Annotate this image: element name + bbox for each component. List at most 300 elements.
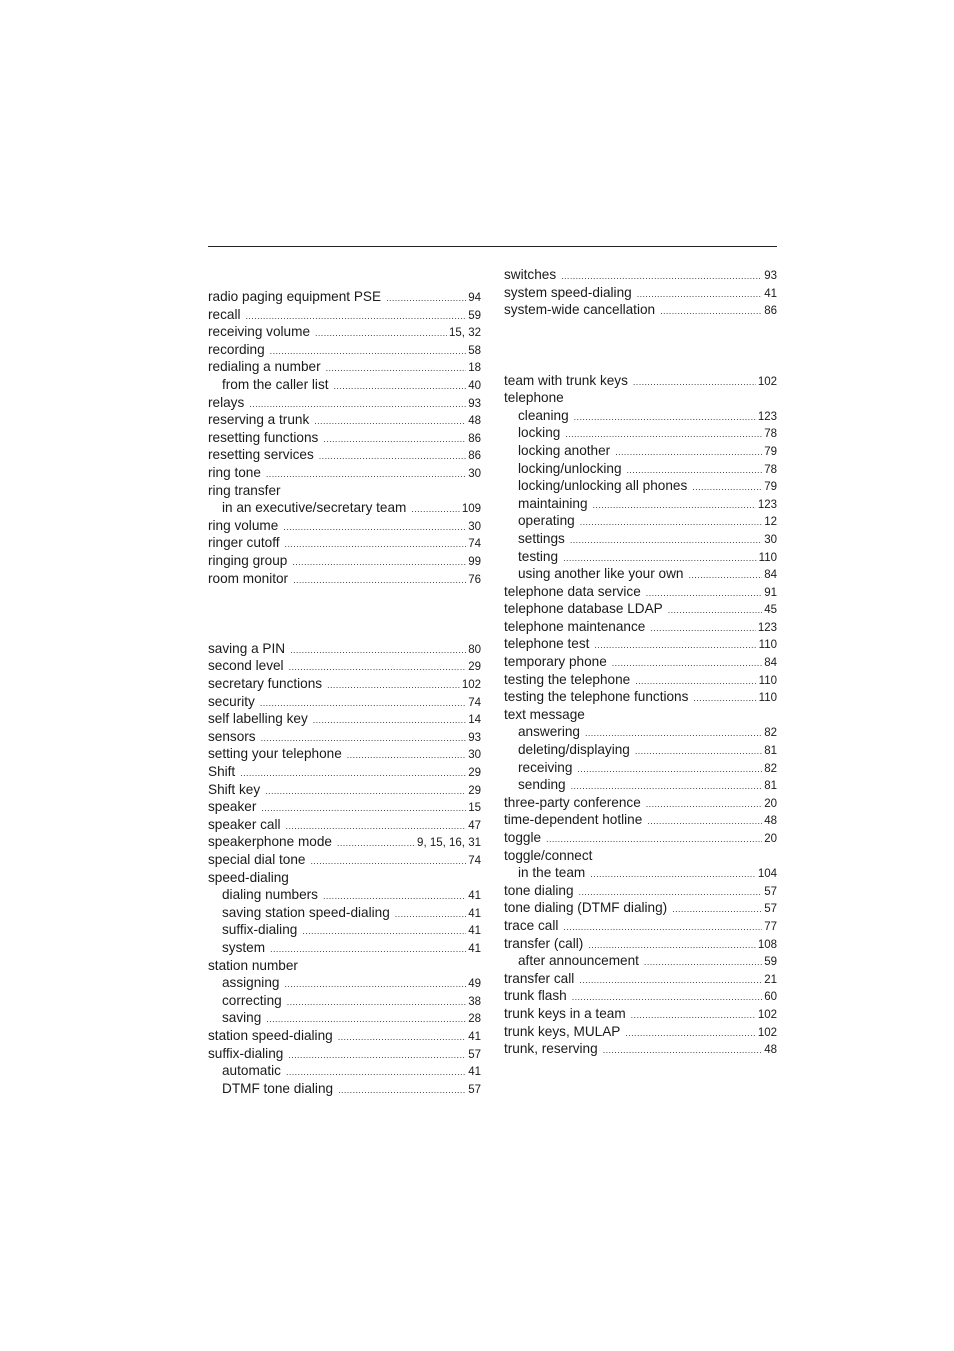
dot-leader: [625, 1025, 755, 1043]
index-subentry: [504, 864, 777, 882]
entry-term: three-party conference: [504, 794, 641, 810]
entry-term: cleaning: [518, 407, 569, 423]
index-entry: [208, 763, 481, 781]
entry-page-number: 110: [758, 639, 777, 652]
index-entry: [504, 899, 777, 917]
entry-page-number: 30: [764, 533, 777, 546]
dot-leader: [386, 290, 466, 308]
entry-page-number: 84: [764, 657, 777, 670]
entry-page-number: 86: [468, 432, 481, 445]
dot-leader: [347, 747, 466, 765]
entry-page-number: 77: [764, 920, 777, 933]
index-subentry: [208, 992, 481, 1010]
entry-page-number: 59: [764, 956, 777, 969]
entry-page-number: 57: [764, 903, 777, 916]
index-entry: [208, 534, 481, 552]
entry-page-number: 41: [468, 942, 481, 955]
dot-leader: [284, 976, 466, 994]
index-entry: [504, 653, 777, 671]
index-subentry: [504, 565, 777, 583]
index-entry: [504, 1005, 777, 1023]
entry-page-number: 110: [758, 551, 777, 564]
entry-term: trace call: [504, 917, 559, 933]
dot-leader: [292, 554, 466, 572]
index-subentry: [208, 1009, 481, 1027]
dot-leader: [326, 360, 467, 378]
entry-term: redialing a number: [208, 359, 321, 375]
entry-term: in the team: [518, 865, 586, 881]
dot-leader: [395, 906, 466, 924]
entry-term: locking: [518, 425, 561, 441]
dot-leader: [594, 637, 756, 655]
entry-page-number: 30: [468, 520, 481, 533]
entry-page-number: 57: [764, 885, 777, 898]
index-entry: [504, 635, 777, 653]
index-entry: [208, 341, 481, 359]
entry-page-number: 79: [764, 445, 777, 458]
entry-term: special dial tone: [208, 852, 306, 867]
entry-term: trunk, reserving: [504, 1041, 598, 1057]
entry-term: answering: [518, 724, 580, 740]
entry-page-number: 74: [468, 538, 481, 551]
index-entry: [208, 851, 481, 869]
entry-page-number: 41: [468, 925, 481, 938]
entry-term: receiving volume: [208, 324, 310, 340]
index-entry: [208, 957, 481, 975]
entry-page-number: 108: [757, 938, 777, 951]
dot-leader: [631, 1007, 756, 1025]
dot-leader: [650, 620, 755, 638]
entry-page-number: 41: [468, 1030, 481, 1043]
dot-leader: [612, 655, 762, 673]
entry-term: saving a PIN: [208, 640, 286, 656]
entry-term: ring transfer: [208, 482, 281, 498]
entry-term: toggle/connect: [504, 847, 593, 863]
index-entry: [208, 693, 481, 711]
dot-leader: [603, 1042, 763, 1060]
entry-page-number: 81: [764, 780, 777, 793]
index-entry: [504, 847, 777, 865]
entry-page-number: 28: [468, 1013, 481, 1026]
entry-page-number: 93: [468, 731, 481, 744]
dot-leader: [411, 501, 459, 519]
dot-leader: [315, 325, 447, 343]
entry-term: telephone data service: [504, 583, 641, 599]
index-subentry: [504, 495, 777, 513]
entry-term: locking another: [518, 442, 611, 458]
entry-page-number: 41: [764, 287, 777, 300]
index-entry: [504, 811, 777, 829]
entry-term: sending: [518, 777, 566, 793]
entry-term: transfer call: [504, 970, 575, 986]
dot-leader: [580, 514, 763, 532]
index-entry: [208, 570, 481, 588]
dot-leader: [570, 532, 762, 550]
entry-page-number: 57: [468, 1083, 481, 1096]
index-entry: [208, 869, 481, 887]
index-entry: [504, 970, 777, 988]
entry-term: team with trunk keys: [504, 372, 628, 388]
index-subentry: [504, 952, 777, 970]
section-gap: [504, 354, 777, 372]
index-subentry: [504, 442, 777, 460]
entry-page-number: 15: [468, 802, 481, 815]
entry-term: resetting functions: [208, 429, 319, 445]
index-entry: [208, 833, 481, 851]
entry-term: recording: [208, 341, 265, 357]
entry-term: trunk flash: [504, 988, 567, 1004]
entry-page-number: 78: [764, 428, 777, 441]
entry-term: telephone test: [504, 636, 590, 652]
entry-page-number: 94: [468, 292, 481, 304]
dot-leader: [313, 712, 466, 730]
entry-term: maintaining: [518, 495, 588, 511]
index-entry: [208, 657, 481, 675]
index-entry: [504, 882, 777, 900]
dot-leader: [265, 783, 466, 801]
entry-page-number: 86: [764, 305, 777, 318]
dot-leader: [574, 409, 756, 427]
entry-page-number: 59: [468, 309, 481, 322]
section-gap: [504, 319, 777, 337]
dot-leader: [590, 866, 756, 884]
index-entry: [504, 671, 777, 689]
entry-page-number: 14: [468, 714, 481, 727]
dot-leader: [615, 444, 762, 462]
dot-leader: [270, 941, 466, 959]
entry-page-number: 86: [468, 450, 481, 463]
dot-leader: [646, 796, 762, 814]
entry-term: receiving: [518, 759, 573, 775]
entry-page-number: 110: [758, 692, 777, 705]
entry-page-number: 84: [764, 569, 777, 582]
entry-page-number: 74: [468, 696, 481, 709]
index-entry: [208, 816, 481, 834]
index-subentry: [208, 904, 481, 922]
entry-page-number: 12: [764, 516, 777, 529]
entry-term: ringer cutoff: [208, 535, 280, 551]
dot-leader: [240, 765, 466, 783]
entry-term: testing: [518, 548, 559, 564]
entry-page-number: 41: [468, 890, 481, 903]
entry-term: speed-dialing: [208, 869, 289, 885]
entry-term: dialing numbers: [222, 887, 318, 903]
index-entry: [504, 1023, 777, 1041]
dot-leader: [287, 994, 467, 1012]
section-gap: [504, 336, 777, 354]
dot-leader: [635, 743, 762, 761]
entry-term: time-dependent hotline: [504, 812, 643, 828]
entry-page-number: 41: [468, 907, 481, 920]
dot-leader: [302, 923, 466, 941]
dot-leader: [293, 572, 466, 590]
entry-term: speakerphone mode: [208, 834, 332, 850]
entry-term: ring tone: [208, 464, 261, 480]
index-entry: [208, 1045, 481, 1063]
entry-page-number: 38: [468, 995, 481, 1008]
dot-leader: [311, 853, 467, 871]
index-entry: [208, 394, 481, 412]
entry-page-number: 47: [468, 819, 481, 832]
index-entry: [208, 640, 481, 658]
entry-page-number: 30: [468, 467, 481, 480]
entry-term: transfer (call): [504, 935, 584, 951]
index-subentry: [208, 921, 481, 939]
entry-term: trunk keys, MULAP: [504, 1023, 621, 1039]
index-subentry: [504, 776, 777, 794]
entry-page-number: 93: [468, 397, 481, 410]
index-subentry: [208, 1080, 481, 1098]
entry-term: system: [222, 939, 266, 955]
entry-term: DTMF tone dialing: [222, 1080, 334, 1096]
dot-leader: [288, 1047, 466, 1065]
entry-term: deleting/displaying: [518, 742, 630, 758]
entry-page-number: 48: [468, 415, 481, 428]
dot-leader: [593, 497, 756, 515]
dot-leader: [692, 479, 762, 497]
dot-leader: [261, 800, 466, 818]
index-entry: [208, 745, 481, 763]
entry-term: self labelling key: [208, 711, 308, 727]
index-subentry: [504, 407, 777, 425]
dot-leader: [689, 567, 763, 585]
entry-term: settings: [518, 530, 565, 546]
index-entry: [504, 1040, 777, 1058]
dot-leader: [693, 690, 756, 708]
index-subentry: [208, 376, 481, 394]
entry-term: suffix-dialing: [208, 1045, 284, 1061]
index-entry: [504, 935, 777, 953]
index-entry: [208, 411, 481, 429]
entry-term: telephone: [504, 390, 564, 406]
index-subentry: [208, 1062, 481, 1080]
index-entry: [208, 482, 481, 500]
dot-leader: [577, 761, 762, 779]
entry-term: room monitor: [208, 570, 289, 586]
index-entry: [208, 323, 481, 341]
dot-leader: [285, 536, 467, 554]
entry-page-number: 82: [764, 727, 777, 740]
entry-term: secretary functions: [208, 676, 323, 692]
entry-page-number: 49: [468, 978, 481, 991]
index-subentry: [208, 974, 481, 992]
index-entry: [208, 1027, 481, 1045]
section-gap: [208, 587, 481, 605]
dot-leader: [660, 303, 762, 321]
dot-leader: [266, 466, 466, 484]
entry-page-number: 102: [461, 679, 481, 692]
entry-term: operating: [518, 513, 575, 529]
entry-page-number: 123: [757, 410, 777, 423]
dot-leader: [563, 919, 762, 937]
dot-leader: [283, 519, 466, 537]
dot-leader: [319, 448, 466, 466]
entry-page-number: 109: [461, 503, 481, 516]
entry-term: resetting services: [208, 447, 314, 463]
entry-page-number: 48: [764, 1044, 777, 1057]
index-entry: [208, 798, 481, 816]
entry-term: speaker call: [208, 816, 281, 832]
index-entry: [208, 728, 481, 746]
dot-leader: [646, 585, 762, 603]
entry-page-number: 123: [757, 498, 777, 511]
entry-term: second level: [208, 658, 284, 674]
index-entry: [504, 266, 777, 284]
index-entry: [504, 372, 777, 390]
entry-page-number: 57: [468, 1048, 481, 1061]
entry-term: station number: [208, 957, 298, 973]
index-column-right: [504, 266, 777, 1058]
entry-term: reserving a trunk: [208, 412, 310, 428]
entry-term: testing the telephone functions: [504, 689, 689, 705]
dot-leader: [334, 378, 467, 396]
dot-leader: [290, 642, 466, 660]
dot-leader: [337, 835, 415, 853]
entry-page-number: 79: [764, 481, 777, 494]
entry-term: saving station speed-dialing: [222, 904, 390, 920]
index-entry: [208, 781, 481, 799]
dot-leader: [338, 1082, 466, 1100]
index-entry: [208, 288, 481, 306]
entry-page-number: 29: [468, 661, 481, 674]
entry-page-number: 18: [468, 362, 481, 375]
index-subentry: [208, 499, 481, 517]
entry-page-number: 9, 15, 16, 31: [417, 837, 481, 850]
entry-page-number: 81: [764, 745, 777, 758]
index-subentry: [504, 548, 777, 566]
entry-term: station speed-dialing: [208, 1027, 333, 1043]
index-entry: [504, 583, 777, 601]
entry-term: suffix-dialing: [222, 922, 298, 938]
entry-term: saving: [222, 1010, 262, 1026]
header-rule: [208, 246, 777, 247]
entry-term: security: [208, 693, 255, 709]
entry-term: assigning: [222, 975, 280, 991]
entry-page-number: 15, 32: [449, 327, 481, 340]
index-entry: [504, 706, 777, 724]
entry-page-number: 102: [757, 1026, 777, 1039]
entry-term: Shift key: [208, 781, 261, 797]
index-entry: [504, 987, 777, 1005]
entry-page-number: 76: [468, 573, 481, 586]
index-entry: [504, 618, 777, 636]
entry-term: telephone database LDAP: [504, 601, 663, 617]
entry-page-number: 40: [468, 379, 481, 392]
entry-term: locking/unlocking: [518, 460, 622, 476]
index-entry: [504, 794, 777, 812]
index-entry: [504, 917, 777, 935]
entry-term: setting your telephone: [208, 746, 342, 762]
entry-page-number: 60: [764, 991, 777, 1004]
index-entry: [208, 429, 481, 447]
index-entry: [208, 675, 481, 693]
entry-page-number: 20: [764, 833, 777, 845]
entry-page-number: 20: [764, 797, 777, 810]
entry-page-number: 110: [758, 674, 777, 687]
index-entry: [208, 446, 481, 464]
entry-page-number: 30: [468, 749, 481, 762]
index-subentry: [504, 741, 777, 759]
entry-page-number: 123: [757, 621, 777, 634]
entry-term: using another like your own: [518, 566, 684, 582]
index-entry: [208, 552, 481, 570]
index-subentry: [504, 759, 777, 777]
entry-page-number: 80: [468, 643, 481, 656]
entry-term: system-wide cancellation: [504, 302, 656, 318]
entry-page-number: 102: [757, 375, 777, 388]
entry-term: tone dialing (DTMF dialing): [504, 900, 668, 916]
entry-page-number: 41: [468, 1066, 481, 1079]
entry-term: relays: [208, 394, 245, 410]
index-entry: [504, 829, 777, 847]
entry-page-number: 99: [468, 555, 481, 568]
index-subentry: [208, 939, 481, 957]
index-subentry: [504, 512, 777, 530]
section-gap: [208, 622, 481, 640]
dot-leader: [327, 677, 460, 695]
index-entry: [504, 688, 777, 706]
section-gap: [208, 605, 481, 623]
dot-leader: [644, 954, 762, 972]
index-subentry: [504, 424, 777, 442]
entry-term: correcting: [222, 992, 282, 1008]
index-entry: [504, 600, 777, 618]
entry-page-number: 21: [764, 973, 777, 986]
entry-page-number: 91: [764, 586, 777, 599]
entry-term: after announcement: [518, 953, 639, 969]
dot-leader: [579, 972, 762, 990]
entry-term: system speed-dialing: [504, 284, 632, 300]
entry-term: telephone maintenance: [504, 618, 646, 634]
entry-page-number: 78: [764, 463, 777, 476]
entry-term: in an executive/secretary team: [222, 500, 407, 516]
entry-term: from the caller list: [222, 376, 329, 392]
entry-term: trunk keys in a team: [504, 1005, 626, 1021]
entry-term: ringing group: [208, 552, 288, 568]
entry-page-number: 82: [764, 762, 777, 775]
entry-term: testing the telephone: [504, 671, 631, 687]
entry-term: automatic: [222, 1063, 281, 1079]
entry-term: tone dialing: [504, 882, 574, 898]
dot-leader: [338, 1029, 467, 1047]
entry-term: Shift: [208, 764, 236, 780]
entry-term: speaker: [208, 799, 257, 815]
index-entry: [504, 389, 777, 407]
entry-page-number: 93: [764, 270, 777, 282]
index-subentry: [208, 886, 481, 904]
dot-leader: [668, 602, 762, 620]
entry-page-number: 29: [468, 784, 481, 797]
entry-page-number: 45: [764, 604, 777, 617]
entry-term: ring volume: [208, 517, 279, 533]
index-entry: [208, 358, 481, 376]
dot-leader: [637, 286, 763, 304]
entry-page-number: 48: [764, 815, 777, 828]
entry-term: locking/unlocking all phones: [518, 478, 688, 494]
entry-term: text message: [504, 706, 585, 722]
entry-term: temporary phone: [504, 654, 607, 670]
index-subentry: [504, 530, 777, 548]
index-entry: [208, 517, 481, 535]
index-entry: [504, 301, 777, 319]
entry-term: radio paging equipment PSE: [208, 289, 382, 304]
dot-leader: [323, 431, 466, 449]
index-subentry: [504, 460, 777, 478]
entry-page-number: 74: [468, 855, 481, 867]
entry-term: switches: [504, 267, 557, 282]
index-subentry: [504, 723, 777, 741]
entry-term: sensors: [208, 728, 256, 744]
